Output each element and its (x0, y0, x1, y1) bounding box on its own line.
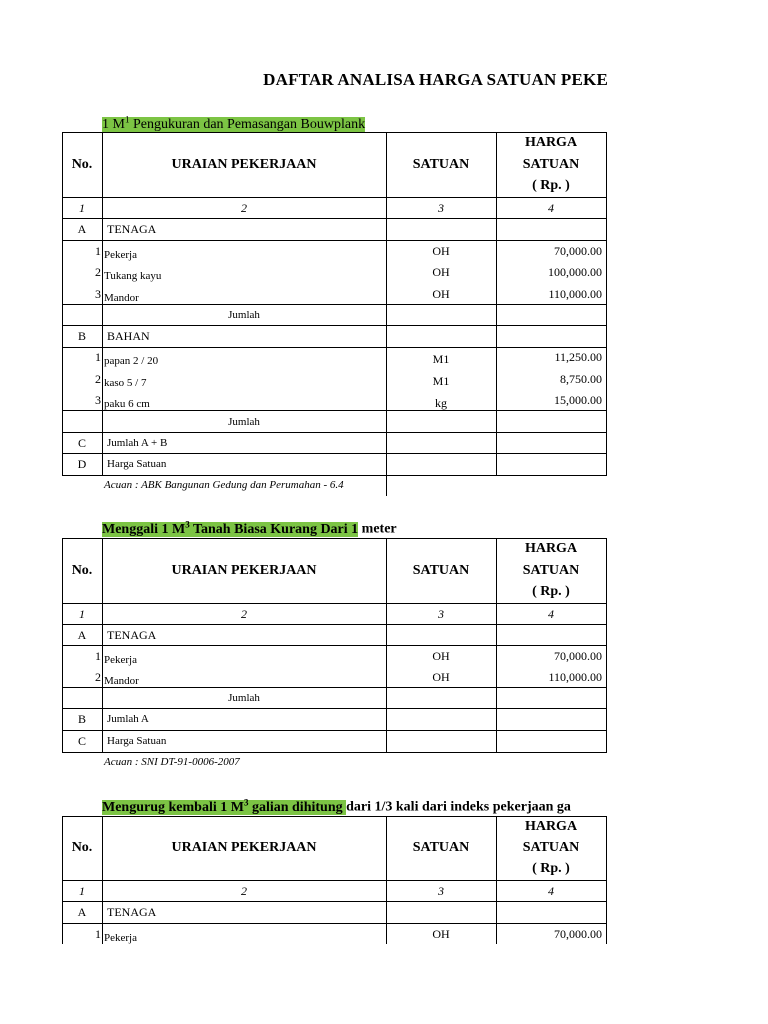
item-price: 70,000.00 (554, 649, 602, 663)
col-number-1: 1 (79, 201, 85, 215)
item-unit: OH (432, 649, 450, 663)
item-price: 110,000.00 (548, 287, 602, 301)
item-price: 8,750.00 (560, 372, 602, 386)
header-satuan: SATUAN (412, 563, 470, 578)
item-no: 2 (95, 265, 101, 279)
section-2-title-rest: meter (358, 521, 397, 537)
col-number-3: 3 (438, 201, 444, 215)
item-unit: kg (435, 396, 447, 410)
item-name: Tukang kayu (104, 270, 162, 282)
header-harga-2: SATUAN (522, 157, 580, 172)
row-label-tenaga: TENAGA (107, 222, 157, 236)
row-letter-a: A (77, 905, 87, 919)
section-3-title (102, 797, 571, 816)
item-name: Pekerja (104, 932, 137, 944)
row-label-harga-satuan: Harga Satuan (107, 735, 167, 747)
item-name: Pekerja (104, 249, 137, 261)
section-3-title-part-a: Mengurug kembali 1 M (102, 799, 244, 815)
col-number-4: 4 (548, 607, 554, 621)
section-3-title-sup: 3 (243, 797, 249, 807)
section-1-title-part-b: Pengukuran dan Pemasangan Bouwplank (129, 116, 366, 132)
col-number-1: 1 (79, 607, 85, 621)
row-label-bahan: BAHAN (107, 329, 150, 343)
item-name: Pekerja (104, 654, 137, 666)
row-label-harga-satuan: Harga Satuan (107, 458, 167, 470)
col-number-3: 3 (438, 884, 444, 898)
item-unit: OH (432, 287, 450, 301)
row-letter-b: B (77, 329, 86, 343)
header-uraian: URAIAN PEKERJAAN (171, 157, 317, 172)
item-name: papan 2 / 20 (104, 355, 159, 367)
row-letter-a: A (77, 222, 87, 236)
section-2-title-part-b: Tanah Biasa Kurang Dari 1 (189, 521, 359, 537)
section-3-title-part-b: galian dihitung (248, 799, 347, 815)
header-harga-3: ( Rp. ) (532, 861, 570, 876)
jumlah-label: Jumlah (228, 416, 260, 428)
section-3-title-rest: dari 1/3 kali dari indeks pekerjaan ga (346, 799, 571, 815)
col-number-2: 2 (241, 884, 247, 898)
header-uraian: URAIAN PEKERJAAN (171, 563, 317, 578)
col-number-4: 4 (548, 884, 554, 898)
item-no: 2 (95, 372, 101, 386)
item-no: 3 (95, 393, 101, 407)
col-number-4: 4 (548, 201, 554, 215)
header-harga-3: ( Rp. ) (532, 584, 570, 599)
item-price: 11,250.00 (554, 350, 602, 364)
row-label-jumlah-ab: Jumlah A + B (107, 437, 168, 449)
header-harga-1: HARGA (524, 819, 578, 834)
item-unit: OH (432, 670, 450, 684)
item-unit: M1 (432, 352, 450, 366)
section-1-title-sup: 1 (124, 114, 130, 124)
item-unit: M1 (432, 374, 450, 388)
header-harga-3: ( Rp. ) (532, 178, 570, 193)
col-number-3: 3 (438, 607, 444, 621)
item-no: 1 (95, 350, 101, 364)
header-no: No. (71, 157, 93, 172)
item-name: Mandor (104, 292, 139, 304)
header-harga-1: HARGA (524, 135, 578, 150)
item-name: kaso 5 / 7 (104, 377, 147, 389)
item-unit: OH (432, 244, 450, 258)
row-label-tenaga: TENAGA (107, 628, 157, 642)
header-harga-1: HARGA (524, 541, 578, 556)
row-label-tenaga: TENAGA (107, 905, 157, 919)
row-letter-c: C (77, 436, 86, 450)
header-satuan: SATUAN (412, 840, 470, 855)
col-number-2: 2 (241, 607, 247, 621)
item-price: 100,000.00 (548, 265, 602, 279)
col-number-2: 2 (241, 201, 247, 215)
item-name: Mandor (104, 675, 139, 687)
section-1-reference-note: Acuan : ABK Bangunan Gedung dan Perumahan - 6.4 (104, 479, 344, 491)
row-letter-d: D (77, 457, 87, 471)
item-name: paku 6 cm (104, 398, 150, 410)
item-price: 70,000.00 (554, 244, 602, 258)
col-number-1: 1 (79, 884, 85, 898)
item-no: 1 (95, 927, 101, 941)
section-2-title-sup: 3 (185, 519, 190, 529)
item-no: 1 (95, 244, 101, 258)
item-no: 2 (95, 670, 101, 684)
item-unit: OH (432, 927, 450, 941)
section-1-title (102, 114, 365, 133)
row-letter-b: B (77, 712, 86, 726)
jumlah-label: Jumlah (228, 309, 260, 321)
row-letter-c: C (77, 734, 86, 748)
header-uraian: URAIAN PEKERJAAN (171, 840, 317, 855)
section-2-title (102, 519, 397, 538)
item-unit: OH (432, 265, 450, 279)
header-satuan: SATUAN (412, 157, 470, 172)
header-harga-2: SATUAN (522, 563, 580, 578)
row-label-jumlah-a: Jumlah A (107, 713, 149, 725)
item-price: 110,000.00 (548, 670, 602, 684)
section-2-reference-note: Acuan : SNI DT-91-0006-2007 (104, 756, 240, 768)
item-no: 3 (95, 287, 101, 301)
section-2-title-part-a: Menggali 1 M (102, 521, 186, 537)
item-no: 1 (95, 649, 101, 663)
item-price: 15,000.00 (554, 393, 602, 407)
jumlah-label: Jumlah (228, 692, 260, 704)
section-1-title-part-a: 1 M (102, 116, 125, 132)
header-no: No. (71, 840, 93, 855)
row-letter-a: A (77, 628, 87, 642)
page-title: DAFTAR ANALISA HARGA SATUAN PEKE (263, 70, 608, 89)
item-price: 70,000.00 (554, 927, 602, 941)
header-no: No. (71, 563, 93, 578)
header-harga-2: SATUAN (522, 840, 580, 855)
